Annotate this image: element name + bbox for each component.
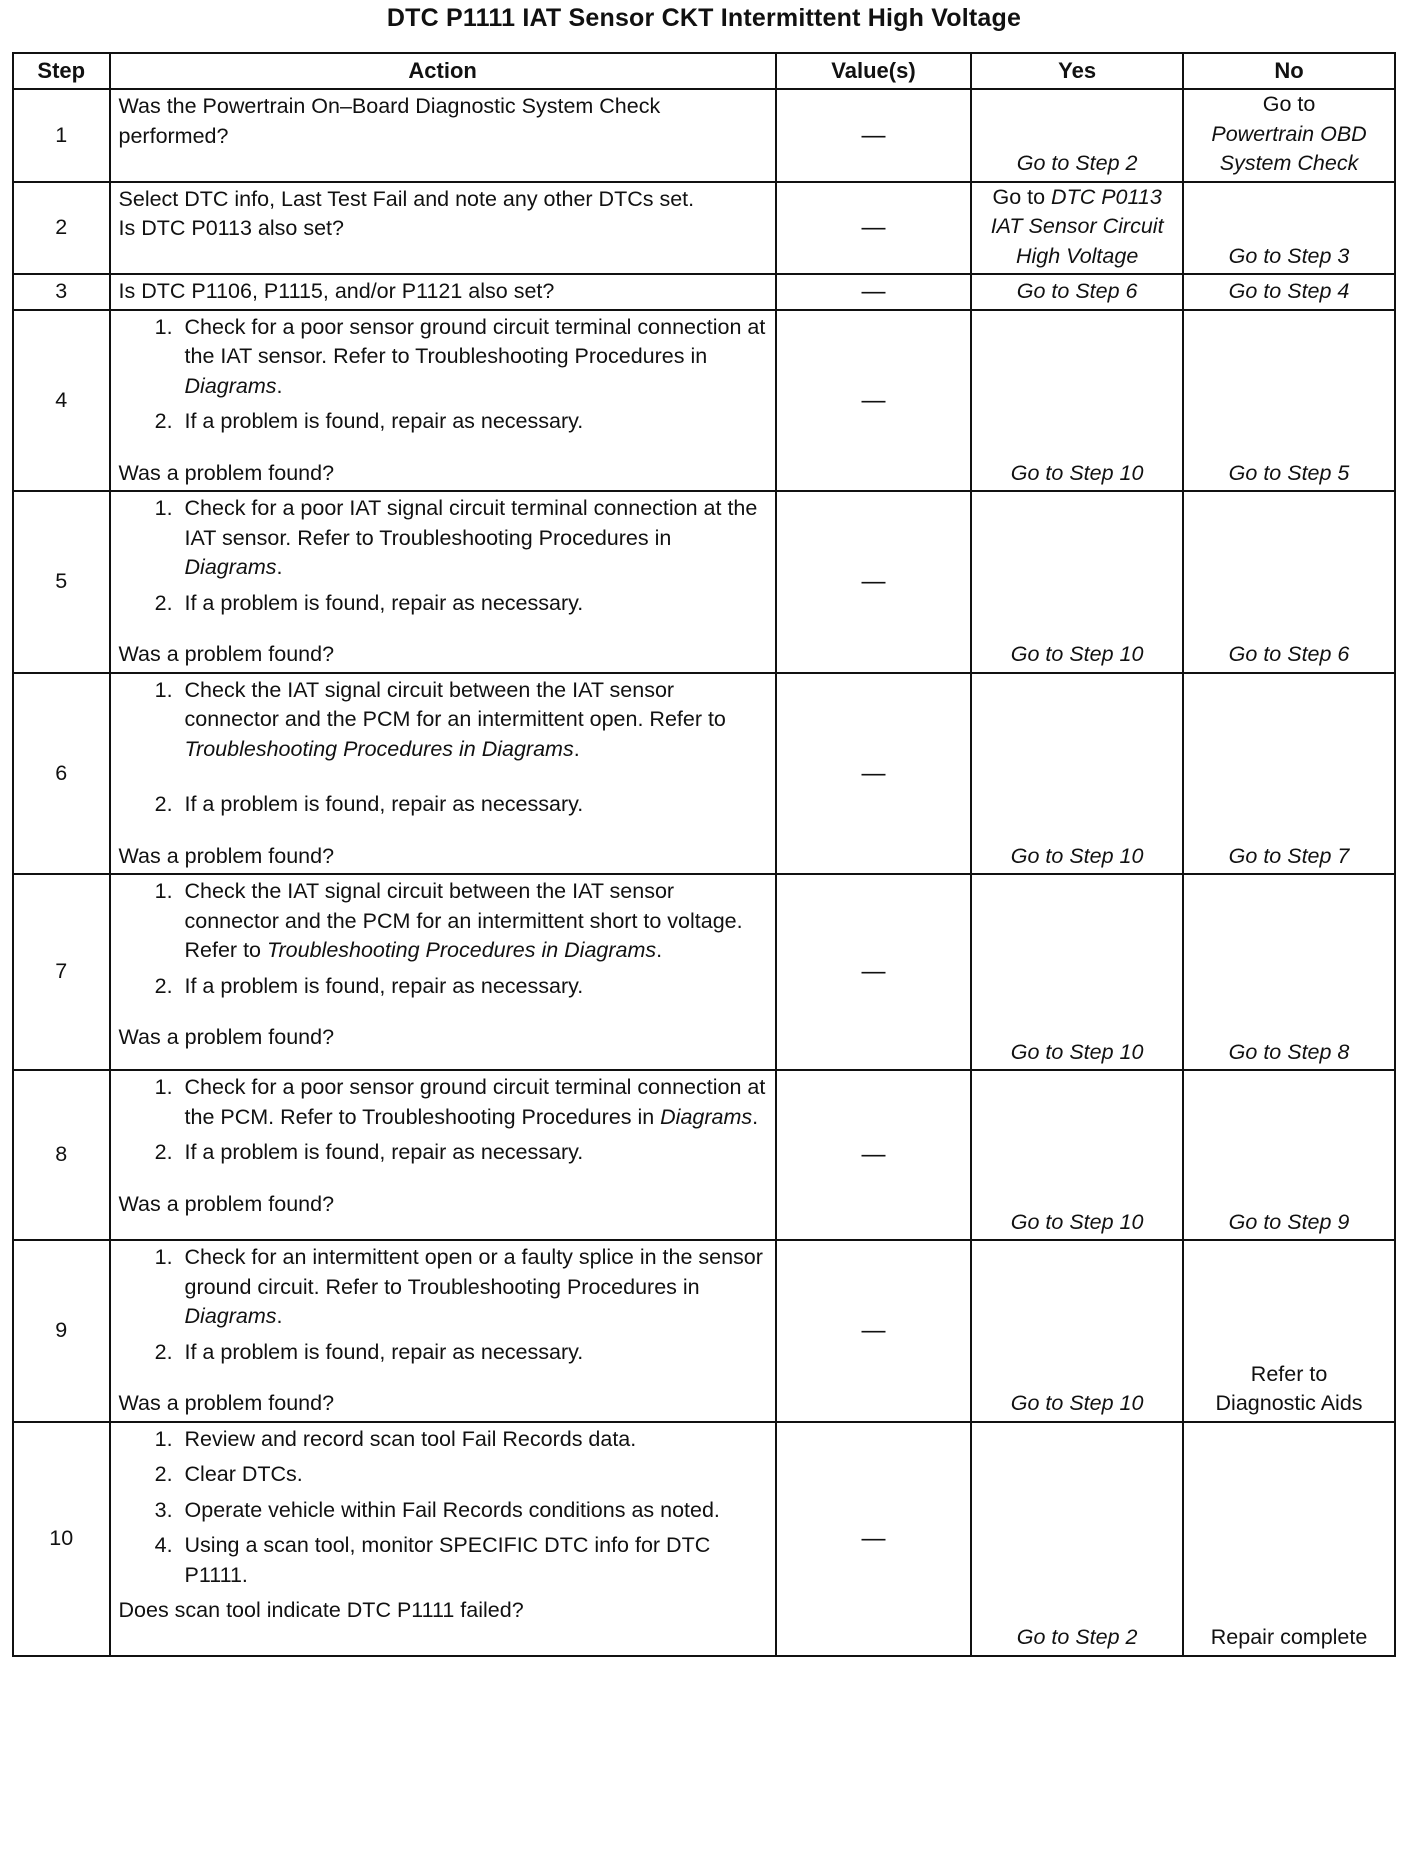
header-action: Action <box>110 53 776 89</box>
step-number: 2 <box>13 182 110 275</box>
value-cell: — <box>776 89 971 182</box>
header-step: Step <box>13 53 110 89</box>
header-yes: Yes <box>971 53 1183 89</box>
step-number: 4 <box>13 310 110 492</box>
no-cell: Repair complete <box>1183 1422 1395 1656</box>
list-item: 1. Check the IAT signal circuit between the IAT sensor connector and the PCM for an intermittent open. Refer to Troubleshooting Procedures in Diagrams. <box>179 676 769 765</box>
list-item: 2. Clear DTCs. <box>179 1460 769 1490</box>
list-item: 1. Check for an intermittent open or a faulty splice in the sensor ground circuit. Refer to Troubleshooting Procedures in Diagrams. <box>179 1243 769 1332</box>
table-row <box>13 310 1395 492</box>
step-number: 8 <box>13 1070 110 1240</box>
table-row <box>13 1422 1395 1656</box>
no-cell: Go to Step 6 <box>1183 491 1395 673</box>
list-item: 3. Operate vehicle within Fail Records conditions as noted. <box>179 1496 769 1526</box>
header-no: No <box>1183 53 1395 89</box>
yes-cell: Go to Step 10 <box>971 1070 1183 1240</box>
step-number: 5 <box>13 491 110 673</box>
yes-cell: Go to Step 2 <box>971 89 1183 182</box>
question-text: Was a problem found? <box>118 843 335 868</box>
yes-cell: Go to Step 6 <box>971 274 1183 310</box>
no-cell: Refer to Diagnostic Aids <box>1183 1240 1395 1422</box>
value-cell: — <box>776 491 971 673</box>
no-cell: Go to Step 7 <box>1183 673 1395 875</box>
table-row <box>13 182 1395 275</box>
table-row <box>13 491 1395 673</box>
list-item: 2. If a problem is found, repair as necessary. <box>179 790 769 820</box>
action-cell <box>110 1240 776 1422</box>
action-cell <box>110 673 776 875</box>
table-row <box>13 874 1395 1070</box>
list-item: 2. If a problem is found, repair as necessary. <box>179 1338 769 1368</box>
no-go-to: Go to <box>1262 92 1316 116</box>
value-cell: — <box>776 1240 971 1422</box>
question-text: Was a problem found? <box>118 642 335 666</box>
yes-cell: Go to Step 2 <box>971 1422 1183 1656</box>
no-cell: Go to Step 3 <box>1183 182 1395 275</box>
step-number: 7 <box>13 874 110 1070</box>
list-item: 1. Check for a poor sensor ground circuit terminal connection at the PCM. Refer to Troubleshooting Procedures in Diagrams. <box>179 1073 769 1132</box>
yes-cell: Go to Step 10 <box>971 491 1183 673</box>
yes-cell: Go to Step 10 <box>971 310 1183 492</box>
yes-target: DTC P0113 IAT Sensor Circuit High Voltage <box>990 184 1164 268</box>
value-cell: — <box>776 182 971 275</box>
list-item: 4. Using a scan tool, monitor SPECIFIC DTC info for DTC P1111. <box>179 1531 769 1590</box>
question-text: Was a problem found? <box>118 1391 335 1415</box>
yes-go-to: Go to <box>992 184 1052 209</box>
no-target: Powertrain OBD System Check <box>1211 121 1367 175</box>
table-row <box>13 1240 1395 1422</box>
list-item: 1. Check for a poor sensor ground circuit terminal connection at the IAT sensor. Refer to Troubleshooting Procedures in Diagrams. <box>179 313 769 402</box>
action-cell <box>110 1422 776 1656</box>
header-values: Value(s) <box>776 53 971 89</box>
list-item: 1. Check for a poor IAT signal circuit terminal connection at the IAT sensor. Refer to Troubleshooting Procedures in Diagrams. <box>179 494 769 583</box>
step-number: 9 <box>13 1240 110 1422</box>
list-item: 1. Check the IAT signal circuit between the IAT sensor connector and the PCM for an intermittent short to voltage. Refer to Troubleshooting Procedures in Diagrams. <box>179 877 769 966</box>
value-cell: — <box>776 1070 971 1240</box>
list-item: 2. If a problem is found, repair as necessary. <box>179 972 769 1002</box>
value-cell: — <box>776 1422 971 1656</box>
list-item: 2. If a problem is found, repair as necessary. <box>179 589 769 619</box>
yes-cell <box>971 182 1183 275</box>
yes-cell: Go to Step 10 <box>971 1240 1183 1422</box>
no-cell: Go to Step 9 <box>1183 1070 1395 1240</box>
action-cell <box>110 182 776 275</box>
action-cell <box>110 874 776 1070</box>
no-cell: Go to Step 5 <box>1183 310 1395 492</box>
list-item: 2. If a problem is found, repair as necessary. <box>179 1138 769 1168</box>
step-number: 3 <box>13 274 110 310</box>
action-text: Was the Powertrain On–Board Diagnostic System Check performed? <box>118 94 661 148</box>
question-text: Was a problem found? <box>118 460 335 485</box>
value-cell: — <box>776 673 971 875</box>
list-item: 1. Review and record scan tool Fail Records data. <box>179 1425 769 1455</box>
question-text: Does scan tool indicate DTC P1111 failed? <box>118 1598 524 1622</box>
value-cell: — <box>776 874 971 1070</box>
action-cell <box>110 310 776 492</box>
action-cell <box>110 1070 776 1240</box>
table-row <box>13 274 1395 310</box>
action-cell <box>110 491 776 673</box>
no-cell <box>1183 89 1395 182</box>
no-cell: Go to Step 4 <box>1183 274 1395 310</box>
question-text: Is DTC P0113 also set? <box>118 216 344 240</box>
document-title: DTC P1111 IAT Sensor CKT Intermittent High Voltage <box>386 4 1022 32</box>
action-text: Select DTC info, Last Test Fail and note any other DTCs set. <box>118 186 695 211</box>
step-number: 10 <box>13 1422 110 1656</box>
list-item: 2. If a problem is found, repair as necessary. <box>179 407 769 437</box>
no-cell: Go to Step 8 <box>1183 874 1395 1070</box>
yes-cell: Go to Step 10 <box>971 874 1183 1070</box>
question-text: Was a problem found? <box>118 1025 335 1049</box>
value-cell: — <box>776 310 971 492</box>
action-text: Is DTC P1106, P1115, and/or P1121 also set? <box>110 274 776 310</box>
action-cell <box>110 89 776 182</box>
header-row <box>13 53 1395 89</box>
diagnostic-table <box>12 52 1396 1657</box>
step-number: 6 <box>13 673 110 875</box>
step-number: 1 <box>13 89 110 182</box>
yes-cell: Go to Step 10 <box>971 673 1183 875</box>
table-row <box>13 89 1395 182</box>
table-row <box>13 673 1395 875</box>
value-cell: — <box>776 274 971 310</box>
table-row <box>13 1070 1395 1240</box>
question-text: Was a problem found? <box>118 1191 335 1216</box>
